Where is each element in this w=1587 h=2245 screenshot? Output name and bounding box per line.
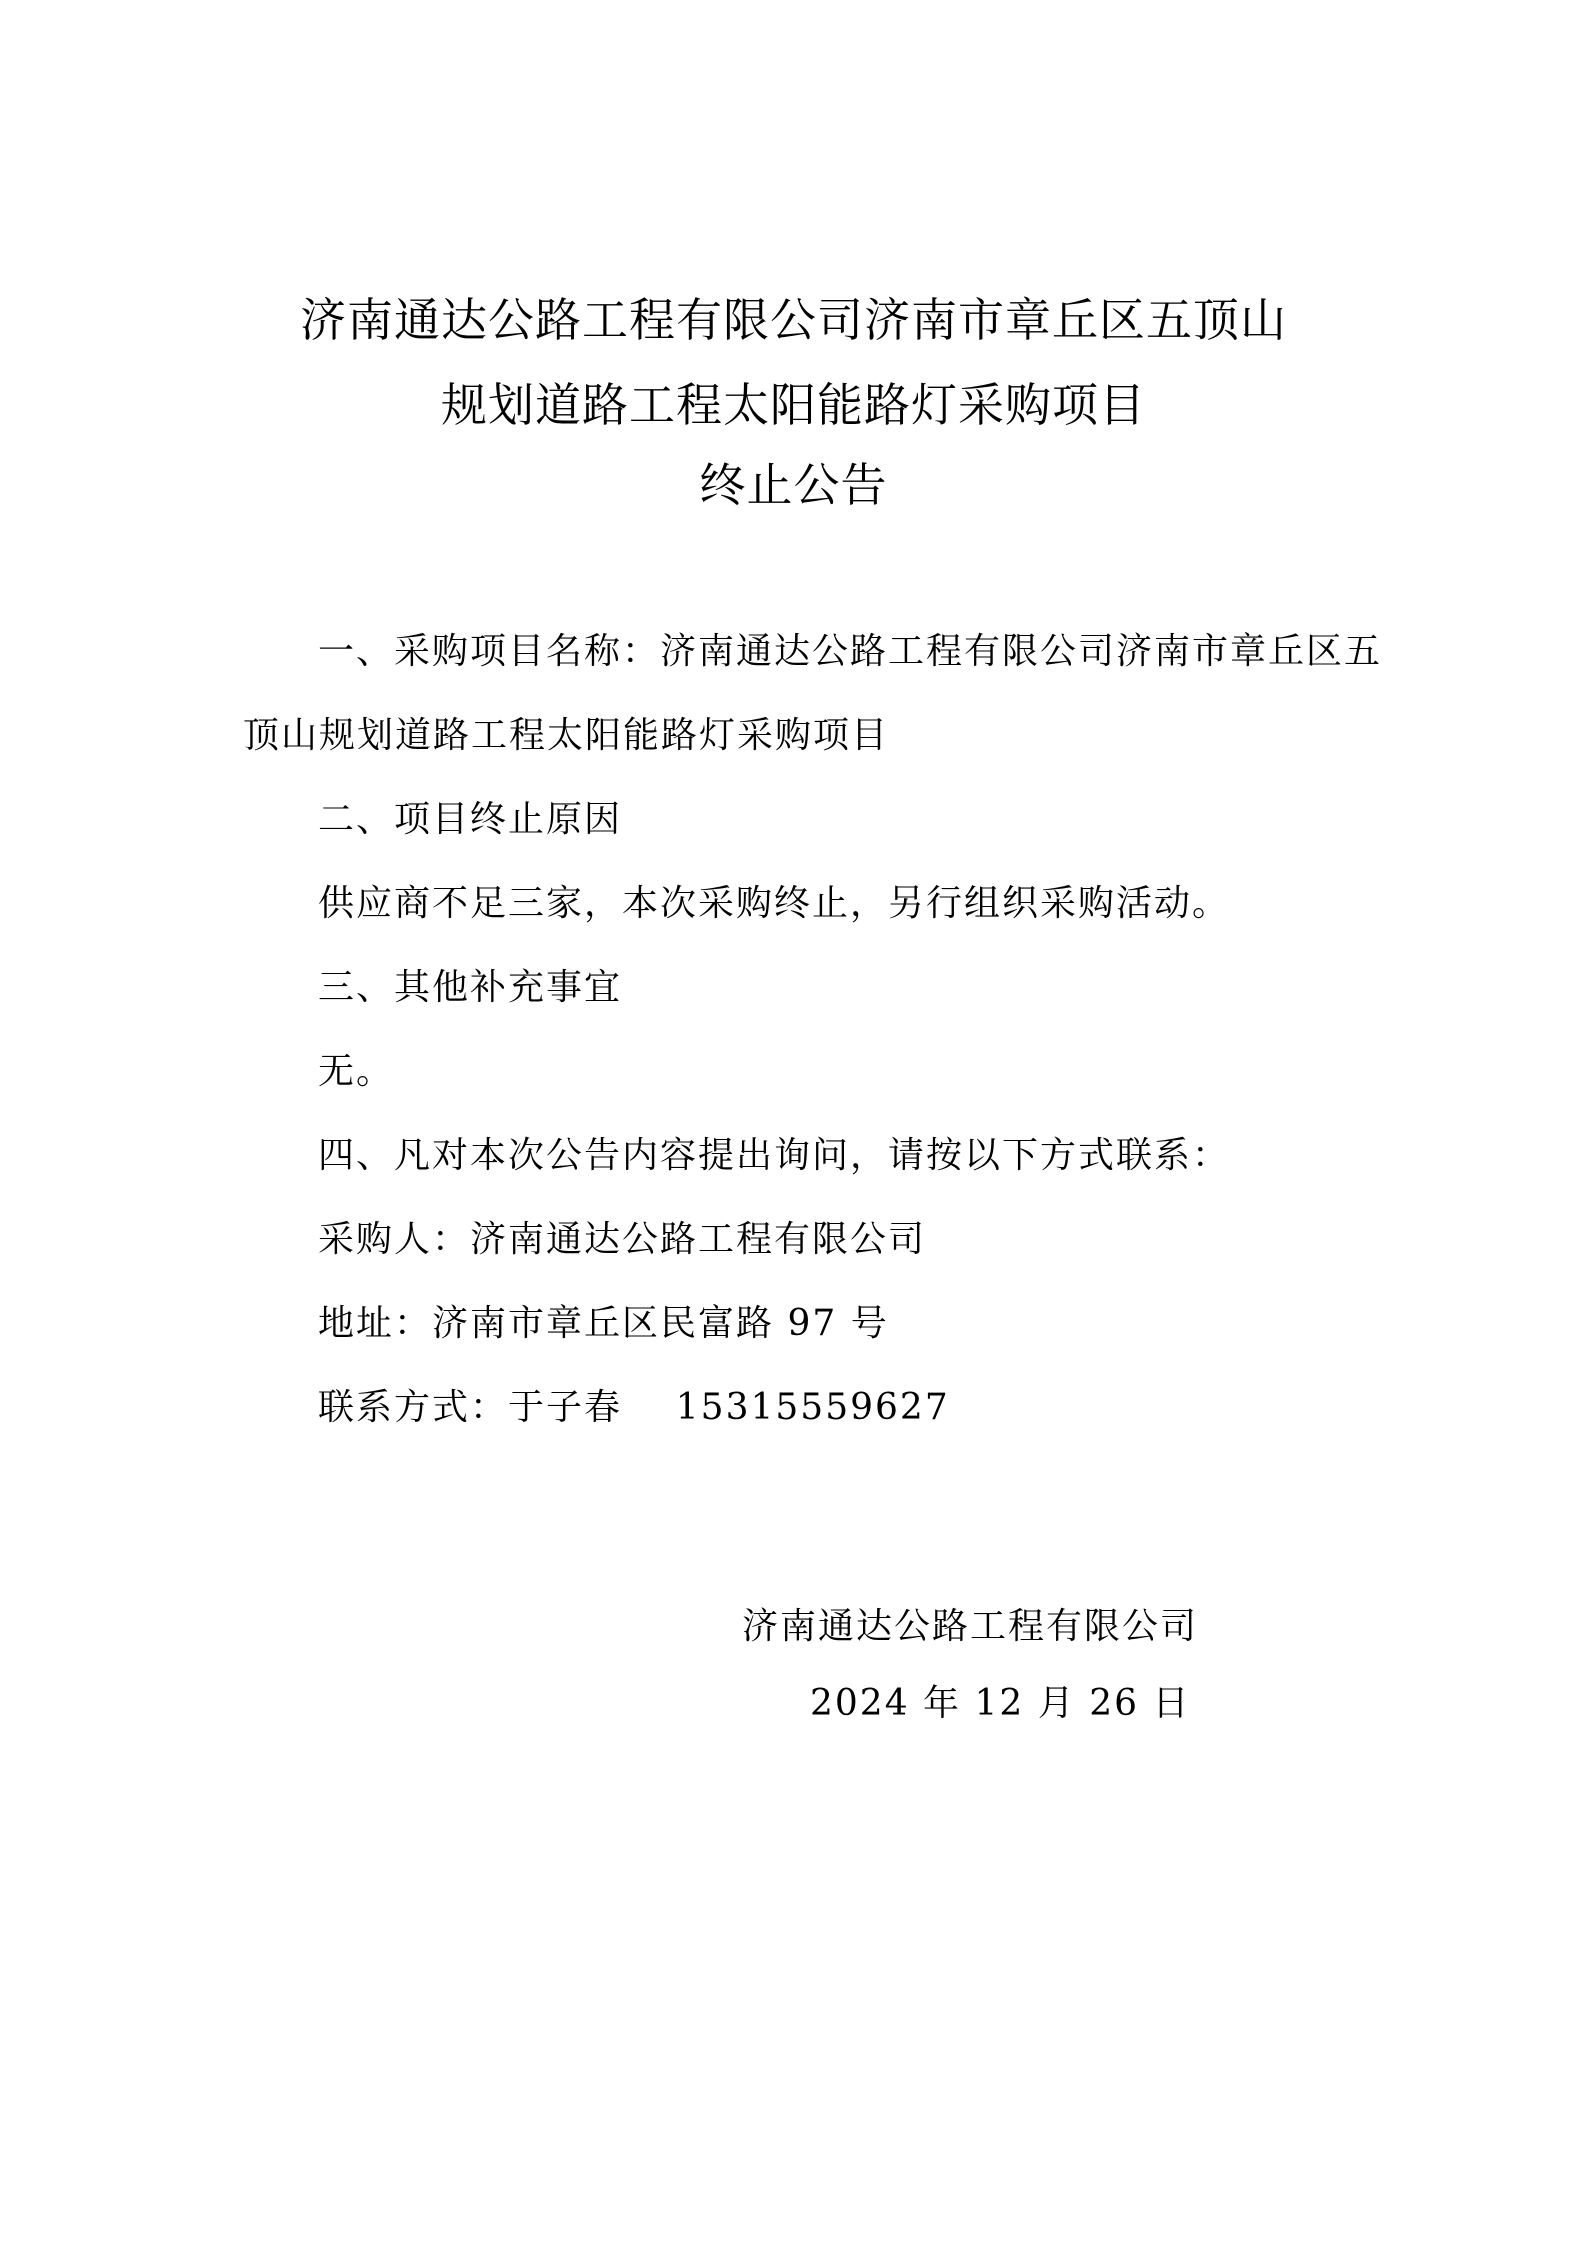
address-line: 地址：济南市章丘区民富路 97 号: [318, 1303, 889, 1344]
item2-text: 供应商不足三家，本次采购终止，另行组织采购活动。: [318, 883, 1231, 924]
contact-line: 联系方式：于子春 15315559627: [318, 1387, 950, 1428]
item3-heading: 三、其他补充事宜: [318, 967, 623, 1008]
item2-heading: 二、项目终止原因: [318, 799, 623, 840]
item1-project-name-line2: 顶山规划道路工程太阳能路灯采购项目: [243, 715, 890, 756]
title-line-3: 终止公告: [699, 458, 888, 512]
title-line-2: 规划道路工程太阳能路灯采购项目: [441, 378, 1146, 432]
signature-date: 2024 年 12 月 26 日: [810, 1683, 1191, 1724]
item1-project-name-line1: 一、采购项目名称：济南通达公路工程有限公司济南市章丘区五: [318, 631, 1383, 672]
signature-company: 济南通达公路工程有限公司: [742, 1606, 1199, 1647]
item3-text: 无。: [318, 1051, 395, 1092]
item4-heading: 四、凡对本次公告内容提出询问，请按以下方式联系：: [318, 1135, 1231, 1176]
title-line-1: 济南通达公路工程有限公司济南市章丘区五顶山: [300, 293, 1287, 347]
purchaser-line: 采购人：济南通达公路工程有限公司: [318, 1219, 927, 1260]
